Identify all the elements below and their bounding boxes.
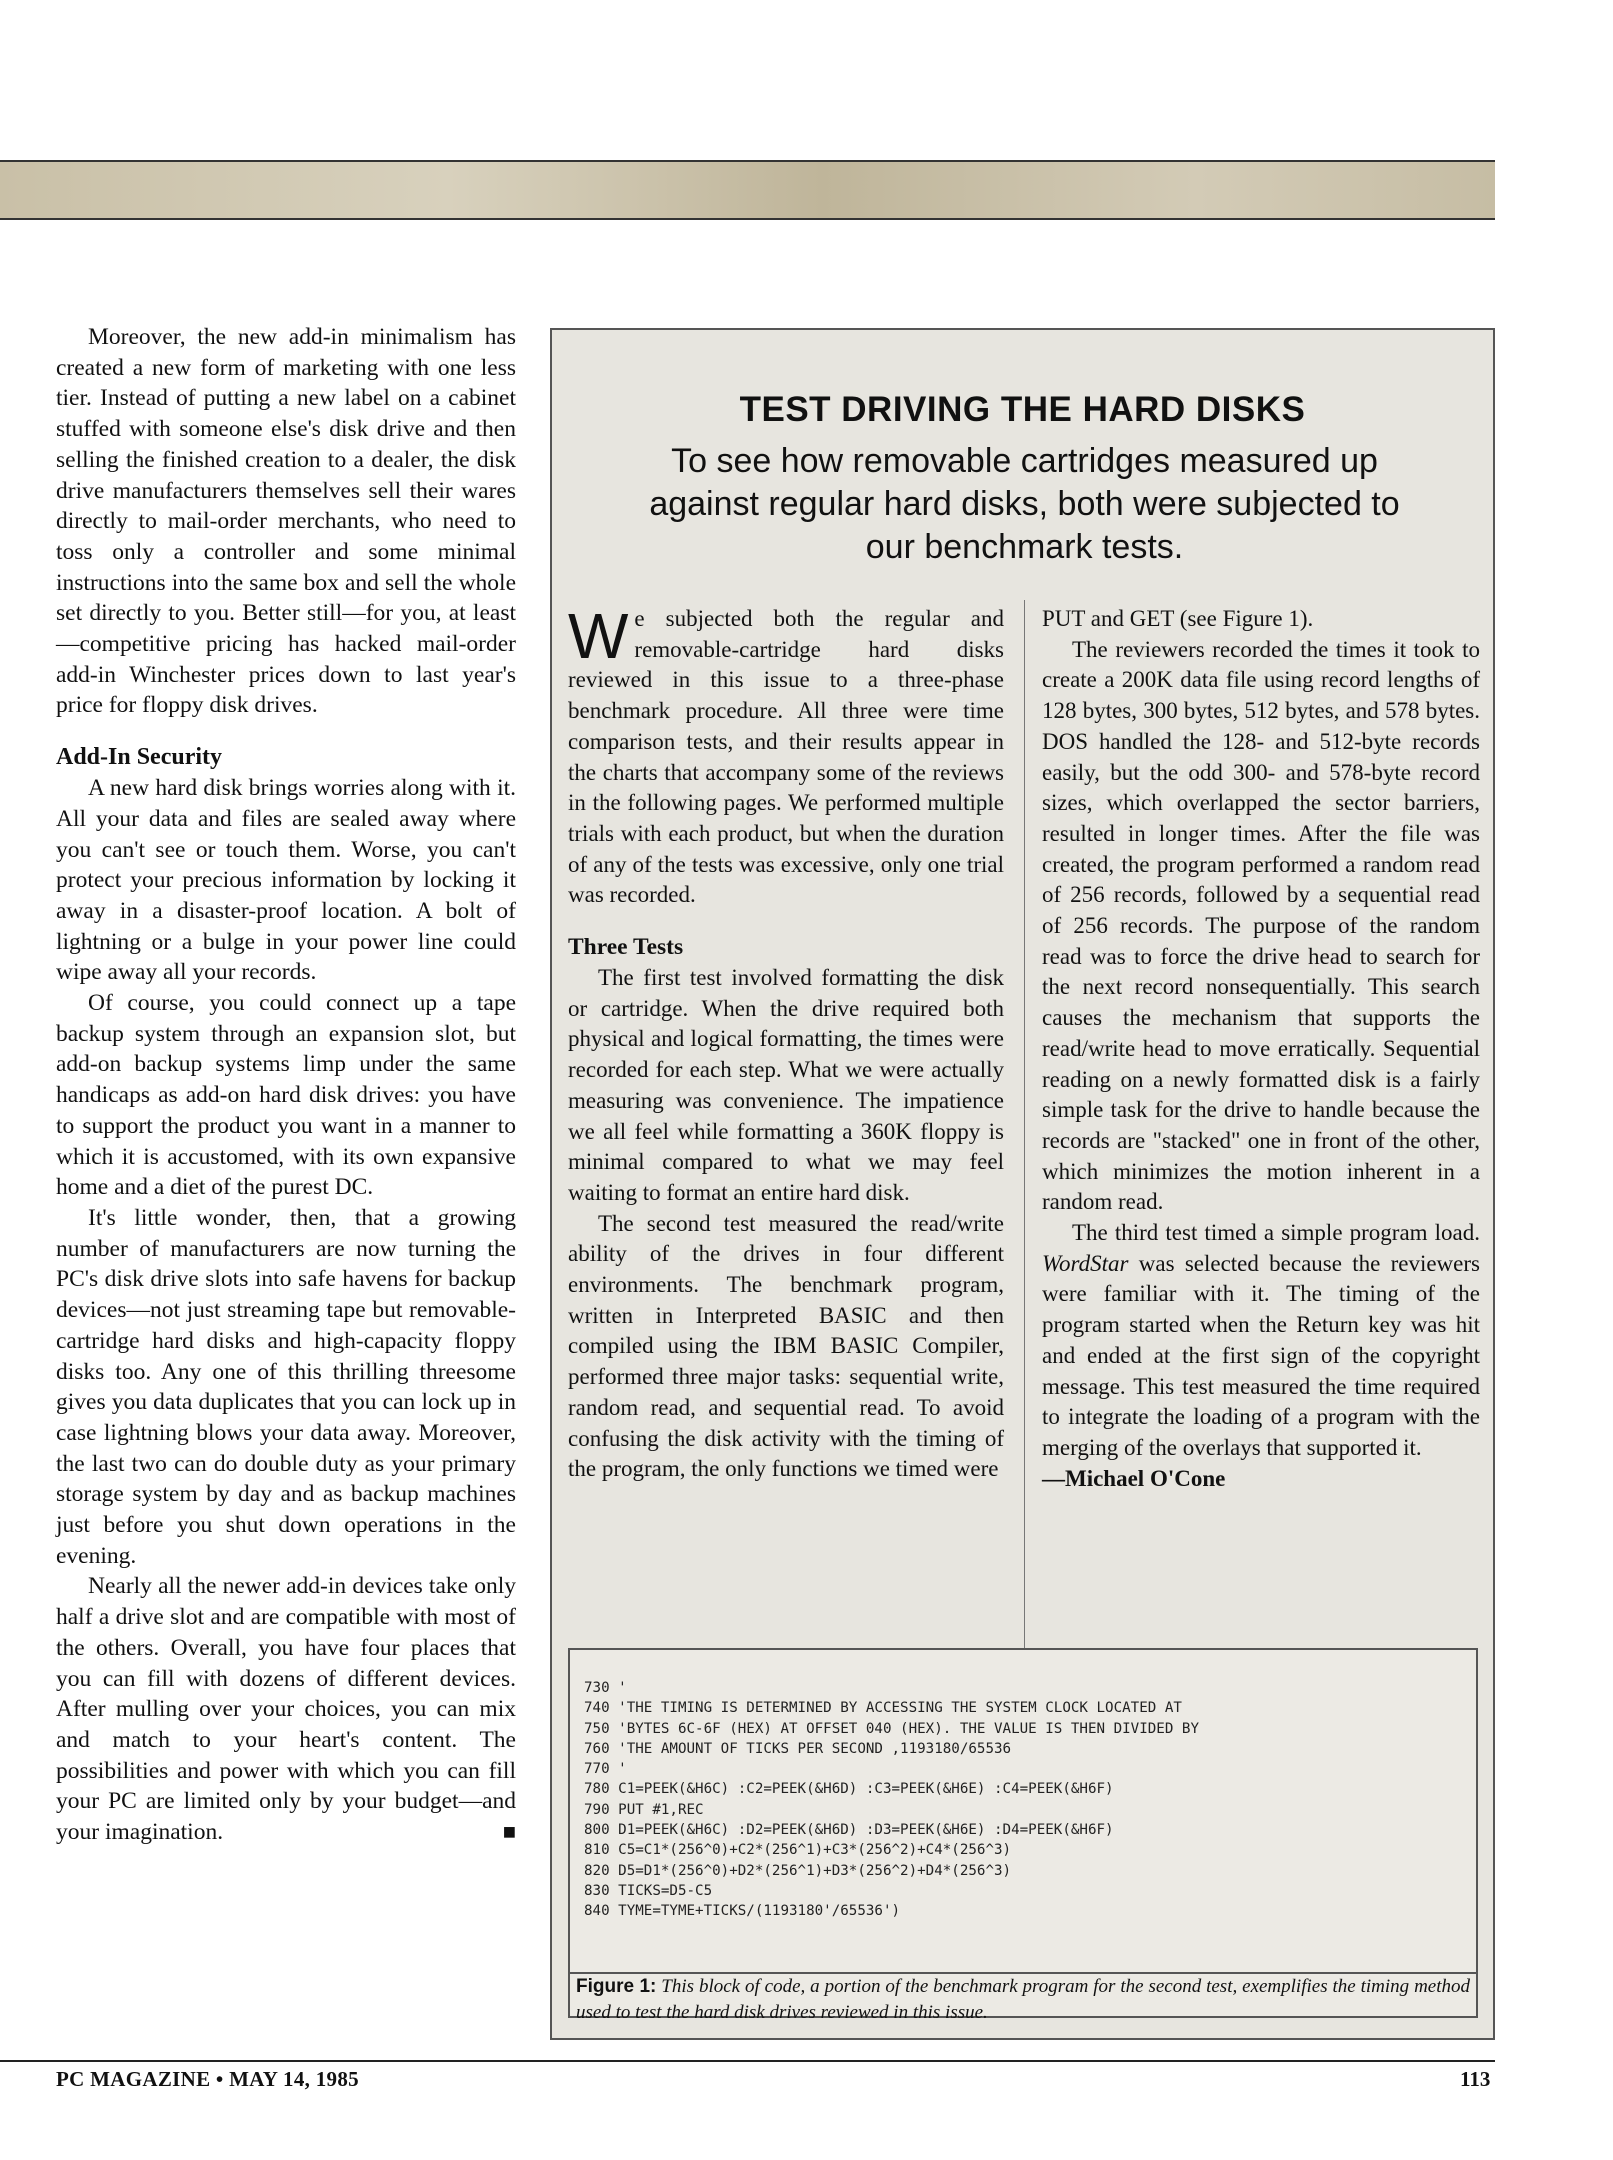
- article-paragraph: A new hard disk brings worries along with it. All your data and files are sealed away where you can't see or touch them. Worse, you can't protect your precious information by locking it away in a disaster-proof location. A bolt of lightning or a bulge in your power line could wipe away all your records.: [56, 775, 516, 986]
- code-line: 840 TYME=TYME+TICKS/(1193180'/65536'): [584, 1903, 901, 1920]
- code-line: 760 'THE AMOUNT OF TICKS PER SECOND ,1193180/65536: [584, 1740, 1012, 1757]
- sidebar-subheading: Three Tests: [568, 934, 684, 961]
- drop-cap: W: [568, 600, 629, 672]
- sidebar-column-left: [568, 600, 1004, 1485]
- sidebar-paragraph: The first test involved formatting the disk or cartridge. When the drive required both physical and logical formatting, the times were recorded for each step. What we were actually measuring was convenience. The impatience we all feel while formatting a 360K floppy is minimal compared to what we may feel waiting to format an entire hard disk.: [568, 965, 1004, 1205]
- code-line: 830 TICKS=D5-C5: [584, 1882, 713, 1899]
- sidebar-paragraph: PUT and GET (see Figure 1).: [1042, 606, 1314, 631]
- sidebar-box: [550, 328, 1495, 2040]
- code-line: 730 ': [584, 1680, 627, 1696]
- article-paragraph: Moreover, the new add-in minimalism has created a new form of marketing with one less tier. Instead of putting a new label on a cabinet stuffed with someone else's disk drive and then selling the finished creation to a dealer, the disk drive manufacturers themselves sell their wares directly to mail-order merchants, who need to toss only a controller and some minimal instructions into the same box and sell the whole set directly to you. Better still—for you, at least—competitive pricing has hacked mail-order add-in Winchester prices down to last year's price for floppy disk drives.: [56, 324, 516, 719]
- article-paragraph: Of course, you could connect up a tape backup system through an expansion slot, but add-on backup systems limp under the same handicaps as add-on hard disk drives: you have to support the product you want in a manner to which it is accustomed, with its own expansive home and a diet of the purest DC.: [56, 990, 516, 1201]
- code-line: 800 D1=PEEK(&H6C) :D2=PEEK(&H6D) :D3=PEEK(&H6E) :D4=PEEK(&H6F): [584, 1822, 1114, 1839]
- code-line: 770 ': [584, 1761, 627, 1778]
- page-number: 113: [1460, 2067, 1491, 2091]
- section-heading: Add-In Security: [56, 744, 223, 771]
- code-line: 820 D5=D1*(256^0)+D2*(256^1)+D3*(256^2)+D4*(256^3): [584, 1862, 1012, 1879]
- end-mark-icon: ■: [502, 1819, 516, 1845]
- footer-rule: [0, 2060, 1495, 2062]
- figure-caption: [576, 1974, 1470, 2026]
- sidebar-deck: To see how removable cartridges measured up against regular hard disks, both were subjected to our benchmark tests.: [649, 442, 1400, 566]
- code-listing: [584, 1678, 1464, 1922]
- sidebar-italic-title: WordStar: [1042, 1250, 1129, 1276]
- code-line: 750 'BYTES 6C-6F (HEX) AT OFFSET 040 (HEX). THE VALUE IS THEN DIVIDED BY: [584, 1720, 1199, 1737]
- footer-publication: PC MAGAZINE • MAY 14, 1985: [56, 2067, 359, 2091]
- sidebar-column-right: [1042, 604, 1480, 1494]
- sidebar-paragraph: The second test measured the read/write ability of the drives in four different environments. The benchmark program, written in Interpreted BASIC and then compiled using the IBM BASIC Compiler, performed three major tasks: sequential write, random read, and sequential read. To avoid confusing the disk activity with the timing of the program, the only functions we timed were: [568, 1210, 1004, 1482]
- main-article-column: [56, 322, 516, 1848]
- article-paragraph-text: Nearly all the newer add-in devices take only half a drive slot and are compatible with most of the others. Overall, you have four places that you can fill with dozens of different devices. After mulling over your choices, you can mix and match to your heart's content. The possibilities and power with which you can fill your PC are limited only by your budget—and your imagination.: [56, 1573, 516, 1846]
- figure-caption-text: This block of code, a portion of the benchmark program for the second test, exemplifies the timing method used to test the hard disk drives reviewed in this issue.: [576, 1976, 1471, 2023]
- article-paragraph: It's little wonder, then, that a growing number of manufacturers are now turning the PC's disk drive slots into safe havens for backup devices—not just streaming tape but removable-cartridge hard disks and high-capacity floppy disks too. Any one of this thrilling threesome gives you data duplicates that you can lock up in case lightning blows your data away. Moreover, the last two can do double duty as your primary storage system by day and as backup machines just before you shut down operations in the evening.: [56, 1204, 516, 1569]
- article-paragraph-final: [56, 1571, 516, 1847]
- sidebar-paragraph: The reviewers recorded the times it took to create a 200K data file using record lengths of 128 bytes, 300 bytes, 512 bytes, and 578 bytes. DOS handled the 128- and 512-byte records easily, but the odd 300- and 578-byte record sizes, which overlapped the sector barriers, resulted in longer times. After the file was created, the program performed a random read of 256 records, followed by a sequential read of 256 records. The purpose of the random read was to force the drive head to search for the next record nonsequentially. This search causes the mechanism that supports the read/write head to move erratically. Sequential reading on a newly formatted disk is a fairly simple task for the drive to handle because the records are "stacked" one in front of the other, which minimizes the motion inherent in a random read.: [1042, 636, 1480, 1215]
- author-byline: —Michael O'Cone: [1042, 1465, 1226, 1491]
- sidebar-paragraph: [568, 600, 1004, 911]
- code-line: 740 'THE TIMING IS DETERMINED BY ACCESSING THE SYSTEM CLOCK LOCATED AT: [584, 1700, 1182, 1717]
- code-line: 810 C5=C1*(256^0)+C2*(256^1)+C3*(256^2)+C4*(256^3): [584, 1842, 1012, 1859]
- code-line: 790 PUT #1,REC: [584, 1801, 704, 1818]
- code-line: 780 C1=PEEK(&H6C) :C2=PEEK(&H6D) :C3=PEEK(&H6E) :C4=PEEK(&H6F): [584, 1781, 1114, 1798]
- figure-box: [568, 1648, 1478, 2023]
- sidebar-text: was selected because the reviewers were familiar with it. The timing of the program started when the Return key was hit and ended at the first sign of the copyright message. This test measured the time required to integrate the loading of a program with the merging of the overlays that supported it.: [1042, 1250, 1480, 1460]
- sidebar-text: The third test timed a simple program load.: [1072, 1220, 1480, 1246]
- sidebar-paragraph-text: e subjected both the regular and removable-cartridge hard disks reviewed in this issue to a three-phase benchmark procedure. All three were time comparison tests, and their results appear in the charts that accompany some of the reviews in the following pages. We performed multiple trials with each product, but when the duration of any of the tests was excessive, only one trial was recorded.: [568, 606, 1004, 908]
- header-banner-rule: [0, 160, 1495, 220]
- sidebar-paragraph: [1042, 1218, 1480, 1464]
- sidebar-title: TEST DRIVING THE HARD DISKS: [739, 390, 1306, 429]
- figure-label: Figure 1:: [576, 1976, 657, 1997]
